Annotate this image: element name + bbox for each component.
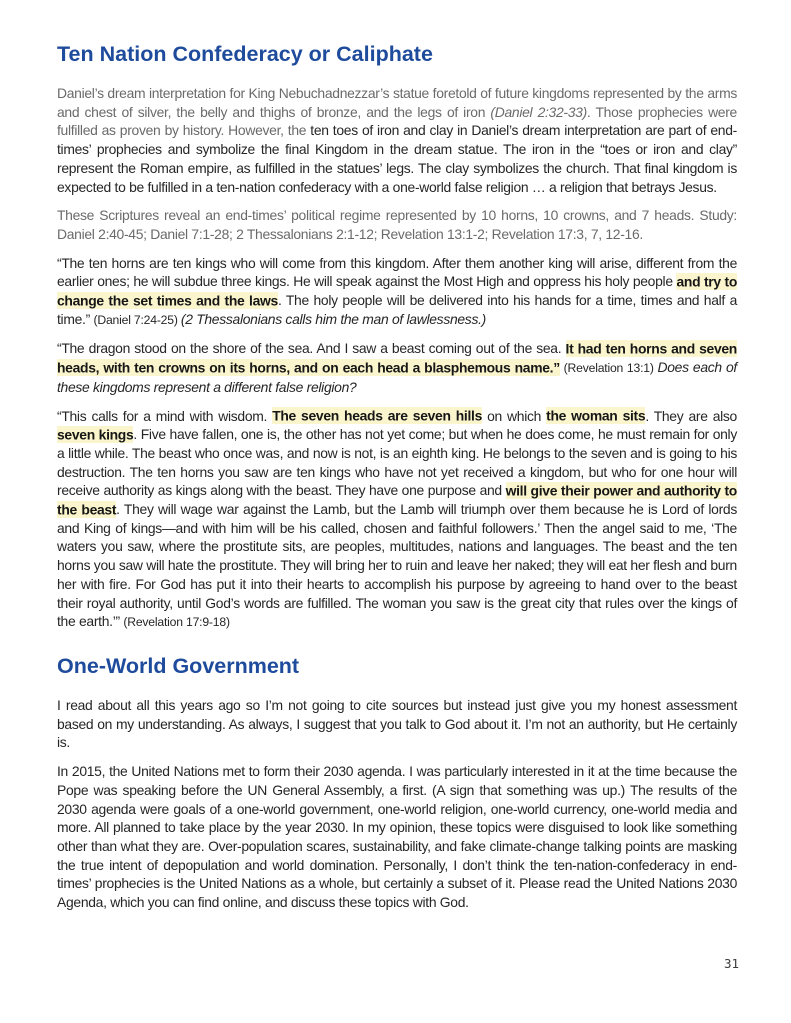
text-run: . The holy people will be delivered into his hands for a time, times and half a time.” [57,292,737,327]
body-paragraph [57,696,737,752]
highlighted-text: and try to change the set times and the laws [57,273,738,309]
text-run: . They will wage war against the Lamb, but the Lamb will triumph over them because he is Lord of lords and King of kings—and with him will be his called, chosen and faithful followers.’ Then the angel said to me, ‘The waters you saw, where the prostitute sits, are peoples, multitudes, nations and languages. The beast and the ten horns you saw will hate the prostitute. They will bring her to ruin and leave her naked; they will eat her flesh and burn her with fire. For God has put it into their hearts to accomplish his purpose by agreeing to hand over to the beast their royal authority, until God’s words are fulfilled. The woman you saw is the great city that rules over the kings of the earth.’” [57,501,737,630]
text-run: “The dragon stood on the shore of the sea. And I saw a beast coming out of the sea. [57,340,566,357]
body-paragraph [57,407,737,632]
text-run: Daniel’s dream interpretation for King Nebuchadnezzar’s statue foretold of future kingdoms represented by the arms and chest of silver, the belly and thighs of bronze, and the legs of iron [57,85,737,120]
highlighted-text: It had ten horns and seven heads, with ten crowns on its horns, and on each head a blasphemous name.” [57,340,737,376]
body-paragraph [57,84,737,196]
section-heading: One-World Government [57,653,300,678]
body-paragraph [57,206,737,243]
body-paragraph [57,254,737,330]
text-run: These Scriptures reveal an end-times’ political regime represented by 10 horns, 10 crowns, and 7 heads. Study: Daniel 2:40-45; Daniel 7:1-28; 2 Thessalonians 2:1-12; Revelation 13:1-2; Revelation 17:3, 7, 12-16. [57,207,737,242]
italic-text: (2 Thessalonians calls him the man of lawlessness.) [180,310,486,327]
section-heading: Ten Nation Confederacy or Caliphate [57,42,433,66]
text-run: . Five have fallen, one is, the other has not yet come; but when he does come, he must remain for only a little while. The beast who once was, and now is not, is an eighth king. He belongs to the seven and is going to his destruction. The ten horns you saw are ten kings who have not yet received a kingdom, but who for one hour will receive authority as kings along with the beast. They have one purpose and [57,426,737,499]
text-run: ten toes of iron and clay in Daniel’s dream interpretation are part of end-times’ prophecies and symbolize the final Kingdom in the dream statue. The iron in the “toes or iron and clay” represent the Roman empire, as fulfilled in the statues’ legs. The clay symbolizes the church. That final kingdom is expected to be fulfilled in a ten-nation confederacy with a one-world false religion … a religion that betrays Jesus. [57,122,737,195]
highlighted-text: will give their power and authority to the beast [57,482,737,518]
scripture-reference: (Daniel 7:24-25) [93,312,181,327]
page-number: 31 [723,956,739,971]
body-paragraph [57,339,737,396]
text-run: In 2015, the United Nations met to form their 2030 agenda. I was particularly interested in it at the time because the Pope was speaking before the UN General Assembly, a first. (A sign that something was up.) The results of the 2030 agenda were goals of a one-world government, one-world religion, one-world currency, one-world media and more. All planned to take place by the year 2030. In my opinion, these topics were disguised to look like something other than what they are. Over-population scares, sustainability, and fake climate-change talking points are masking the true intent of depopulation and world domination. Personally, I don’t think the ten-nation-confederacy in end-times’ prophecies is the United Nations as a whole, but certainly a subset of it. Please read the United Nations 2030 Agenda, which you can find online, and discuss these topics with God. [57,763,737,911]
highlighted-text: The seven heads are seven hills [272,407,483,424]
scripture-reference: (Revelation 17:9-18) [123,615,230,630]
highlighted-text: seven kings [57,426,134,443]
body-paragraph [57,762,737,912]
text-run: on which [482,407,547,424]
italic-text: Does each of these kingdoms represent a different false religion? [57,359,737,395]
text-run: “The ten horns are ten kings who will come from this kingdom. After them another king will arise, different from the earlier ones; he will subdue three kings. He will speak against the Most High and oppress his holy people [57,254,737,290]
text-run: . Those prophecies were fulfilled as proven by history. However, the [57,103,737,139]
text-run: “This calls for a mind with wisdom. [57,407,273,424]
scripture-reference: (Revelation 13:1) [559,361,658,376]
text-run: . They are also [645,407,737,424]
highlighted-text: the woman sits [546,407,646,424]
text-run: I read about all this years ago so I’m not going to cite sources but instead just give you my honest assessment based on my understanding. As always, I suggest that you talk to God about it. I’m not an authority, but He certainly is. [57,696,737,751]
italic-text: (Daniel 2:32-33) [490,103,587,120]
